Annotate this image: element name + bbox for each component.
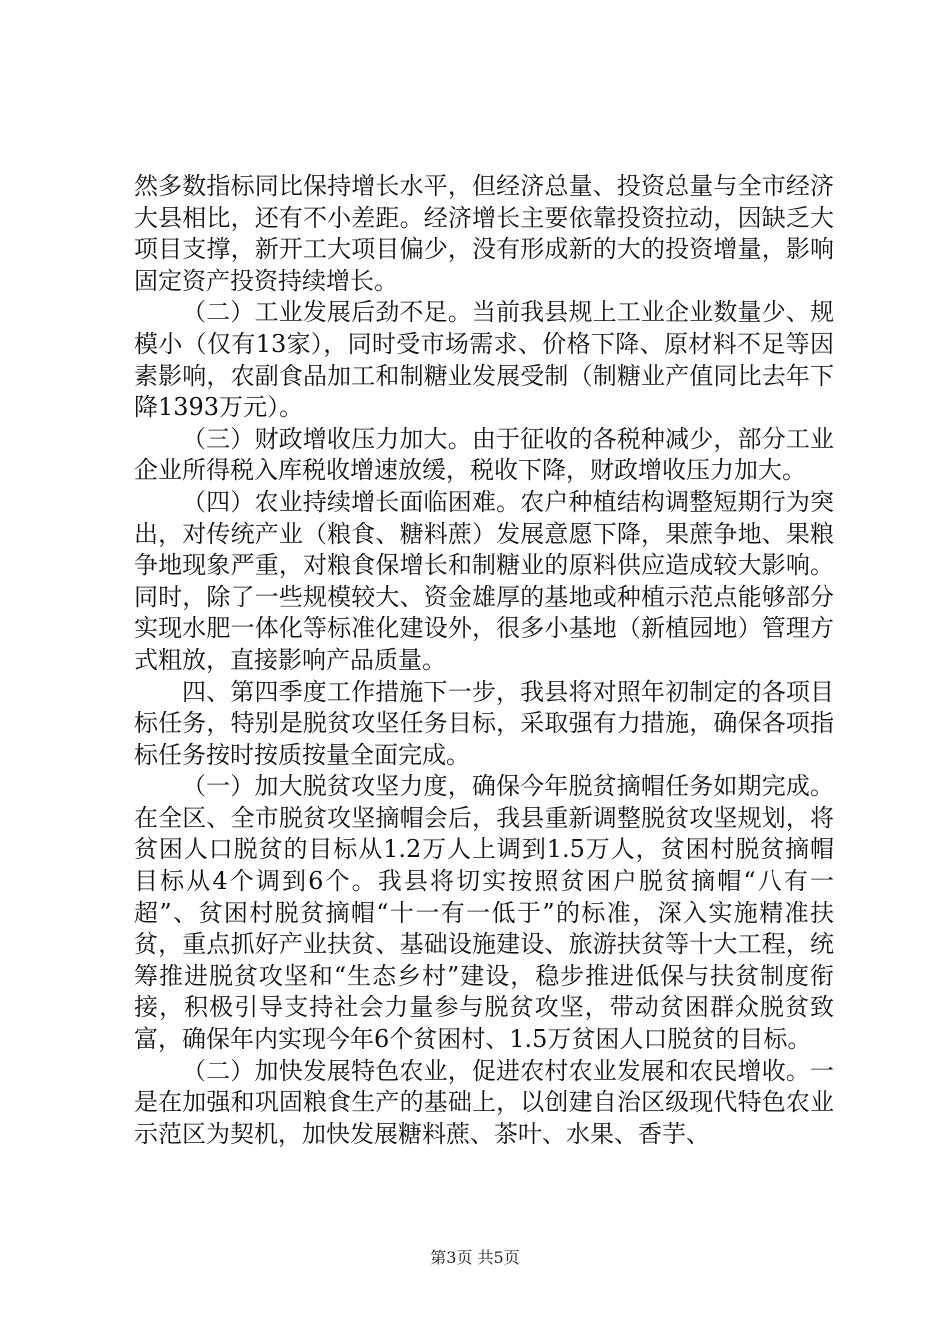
paragraph-poverty: （一）加大脱贫攻坚力度，确保今年脱贫摘帽任务如期完成。在全区、全市脱贫攻坚摘帽会后，我县重新调整脱贫攻坚规划，将贫困人口脱贫的目标从1.2万人上调到1.5万人，贫困村脱贫摘帽目标从4个调到6个。我县将切实按照贫困户脱贫摘帽“八有一超”、贫困村脱贫摘帽“十一有一低于”的标准，深入实施精准扶贫，重点抓好产业扶贫、基础设施建设、旅游扶贫等十大工程，统筹推进脱贫攻坚和“生态乡村”建设，稳步推进低保与扶贫制度衔接，积极引导支持社会力量参与脱贫攻坚，带动贫困群众脱贫致富，确保年内实现今年6个贫困村、1.5万贫困人口脱贫的目标。: [134, 772, 834, 1054]
paragraph-industry: （二）工业发展后劲不足。当前我县规上工业企业数量少、规模小（仅有13家），同时受市场需求、价格下降、原材料不足等因素影响，农副食品加工和制糖业发展受制（制糖业产值同比去年下降1393万元）。: [134, 298, 834, 422]
paragraph-continued: 然多数指标同比保持增长水平，但经济总量、投资总量与全市经济大县相比，还有不小差距。经济增长主要依靠投资拉动，因缺乏大项目支撑，新开工大项目偏少，没有形成新的大的投资增量，影响固定资产投资持续增长。: [134, 172, 834, 295]
paragraph-finance: （三）财政增收压力加大。由于征收的各税种减少，部分工业企业所得税入库税收增速放缓，税收下降，财政增收压力加大。: [134, 424, 834, 485]
paragraph-agriculture: （四）农业持续增长面临困难。农户种植结构调整短期行为突出，对传统产业（粮食、糖料蔗）发展意愿下降，果蔗争地、果粮争地现象严重，对粮食保增长和制糖业的原料供应造成较大影响。同时，除了一些规模较大、资金雄厚的基地或种植示范点能够部分实现水肥一体化等标准化建设外，很多小基地（新植园地）管理方式粗放，直接影响产品质量。: [134, 487, 834, 674]
page-footer: [0, 1248, 950, 1268]
page-number: 第3页 共5页: [430, 1248, 520, 1267]
paragraph-section-four: 四、第四季度工作措施下一步，我县将对照年初制定的各项目标任务，特别是脱贫攻坚任务目标，采取强有力措施，确保各项指标任务按时按质按量全面完成。: [134, 677, 834, 769]
document-body: [134, 171, 834, 1150]
paragraph-special-agriculture: （二）加快发展特色农业，促进农村农业发展和农民增收。一是在加强和巩固粮食生产的基础上，以创建自治区级现代特色农业示范区为契机，加快发展糖料蔗、茶叶、水果、香芋、: [134, 1056, 834, 1148]
